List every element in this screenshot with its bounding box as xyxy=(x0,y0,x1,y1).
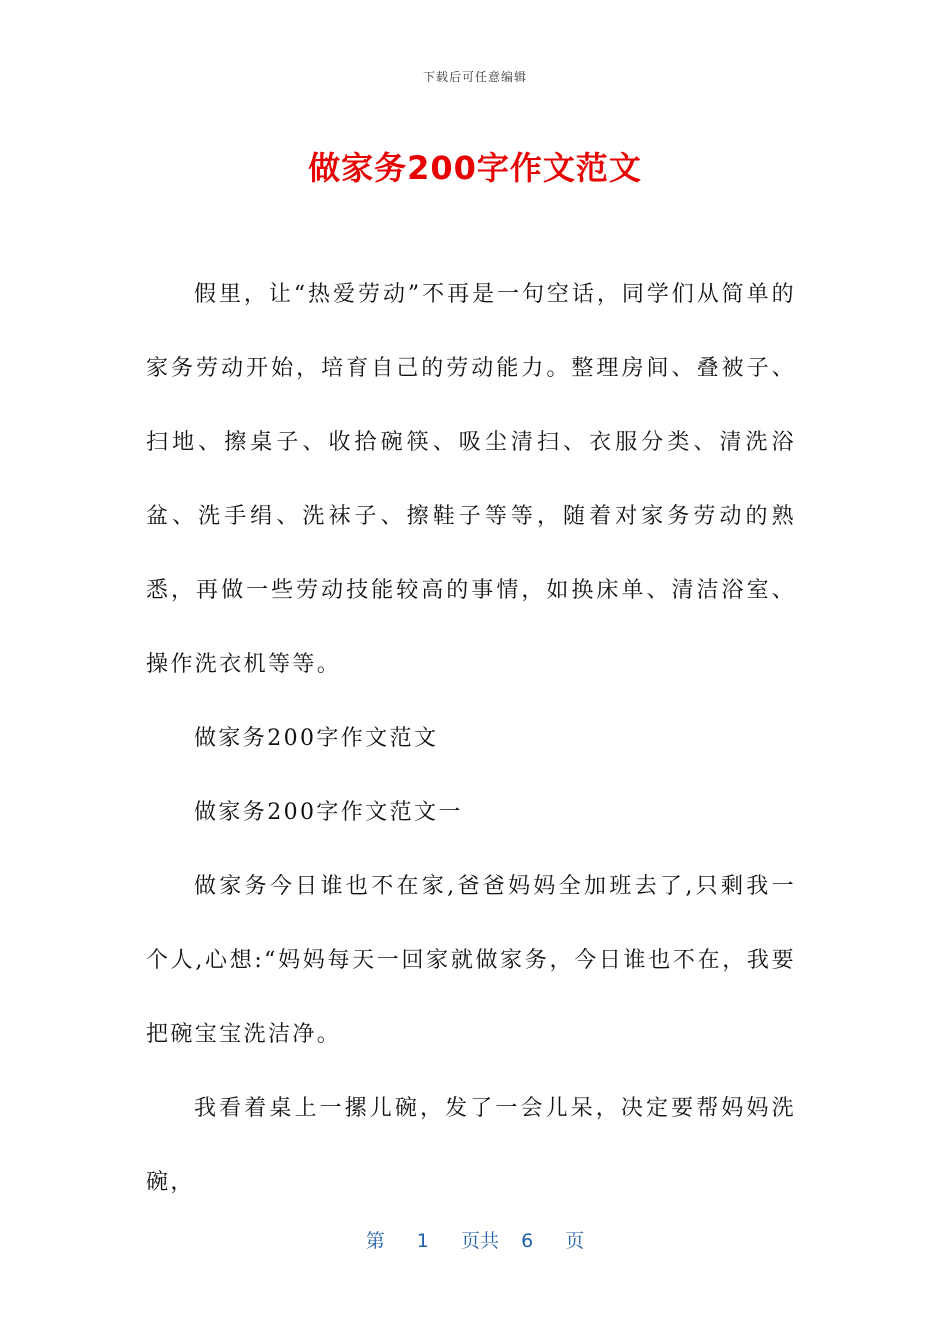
paragraph-intro: 假里，让“热爱劳动”不再是一句空话，同学们从简单的家务劳动开始，培育自己的劳动能力。整理房间、叠被子、扫地、擦桌子、收拾碗筷、吸尘清扫、衣服分类、清洗浴盆、洗手绢、洗袜子、擦鞋子等等，随着对家务劳动的熟悉，再做一些劳动技能较高的事情，如换床单、清洁浴室、操作洗衣机等等。 xyxy=(146,282,796,677)
paragraph-subheading: 做家务200字作文范文一 xyxy=(194,800,463,825)
header-note: 下载后可任意编辑 xyxy=(422,70,527,84)
document-body xyxy=(146,258,796,1220)
page-footer xyxy=(0,1226,950,1253)
footer-current-page: 1 xyxy=(416,1230,429,1252)
footer-label-suffix: 页 xyxy=(565,1230,585,1252)
paragraph-heading: 做家务200字作文范文 xyxy=(194,726,439,751)
footer-label-prefix: 第 xyxy=(365,1230,385,1252)
paragraph-essay-1: 做家务今日谁也不在家,爸爸妈妈全加班去了,只剩我一个人,心想:“妈妈每天一回家就做家务，今日谁也不在，我要把碗宝宝洗洁净。 xyxy=(146,874,796,1047)
document-title: 做家务200字作文范文 xyxy=(308,149,642,187)
footer-label-middle: 页共 xyxy=(460,1230,499,1252)
paragraph-essay-2: 我看着桌上一摞儿碗，发了一会儿呆，决定要帮妈妈洗碗， xyxy=(146,1096,796,1195)
footer-total-pages: 6 xyxy=(521,1230,534,1252)
